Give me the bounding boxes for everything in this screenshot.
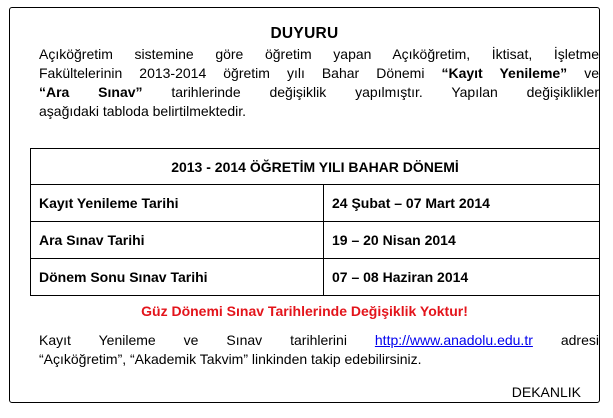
info-line-2: “Açıköğretim”, “Akademik Takvim” linkinden takip edebilirsiniz. <box>39 351 422 367</box>
row-label: Ara Sınav Tarihi <box>31 222 324 259</box>
announcement-title: DUYURU <box>270 25 339 42</box>
row-label: Dönem Sonu Sınav Tarihi <box>31 259 324 296</box>
intro-text: ve <box>567 65 599 81</box>
intro-paragraph <box>39 45 599 121</box>
notice-text: Güz Dönemi Sınav Tarihlerinde Değişiklik Yoktur! <box>141 303 468 319</box>
table-header: 2013 - 2014 ÖĞRETİM YILI BAHAR DÖNEMİ <box>31 149 600 185</box>
quoted-term-kayit-yenileme: “Kayıt Yenileme” <box>441 65 568 81</box>
row-value: 19 – 20 Nisan 2014 <box>324 222 600 259</box>
row-value: 07 – 08 Haziran 2014 <box>324 259 600 296</box>
table-row <box>31 222 600 259</box>
row-label: Kayıt Yenileme Tarihi <box>31 185 324 222</box>
intro-line-3 <box>39 83 599 102</box>
info-text: adresi <box>532 332 599 348</box>
intro-text: Fakültelerinin 2013-2014 öğretim yılı Bahar Dönemi <box>39 65 442 81</box>
info-line-1 <box>39 331 599 350</box>
table-header-row <box>31 149 600 185</box>
table-row <box>31 259 600 296</box>
intro-text: tarihlerinde değişiklik yapılmıştır. Yapılan değişiklikler <box>142 84 599 100</box>
anadolu-website-link[interactable]: http://www.anadolu.edu.tr <box>374 332 533 348</box>
intro-line-1: Açıköğretim sistemine göre öğretim yapan Açıköğretim, İktisat, İşletme <box>39 46 599 62</box>
announcement-box <box>9 7 600 403</box>
signature: DEKANLIK <box>511 384 581 400</box>
intro-line-4: aşağıdaki tabloda belirtilmektedir. <box>39 103 247 119</box>
intro-line-2 <box>39 64 599 83</box>
table-row <box>31 185 600 222</box>
info-text: Kayıt Yenileme ve Sınav tarihlerini <box>39 332 375 348</box>
schedule-table <box>30 148 600 296</box>
quoted-term-ara-sinav: “Ara Sınav” <box>39 84 143 100</box>
row-value: 24 Şubat – 07 Mart 2014 <box>324 185 600 222</box>
info-paragraph <box>39 331 599 369</box>
